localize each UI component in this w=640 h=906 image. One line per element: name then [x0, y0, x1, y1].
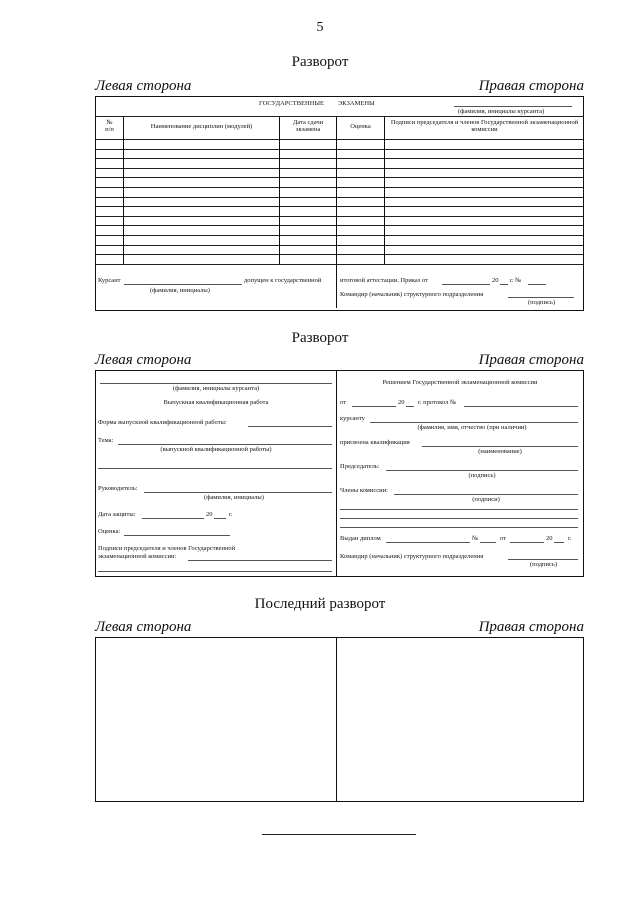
defense-year-suffix: г.	[229, 511, 233, 518]
table-row	[96, 225, 583, 226]
decision-cadet-label: курсанту	[340, 415, 365, 422]
section2-side-labels	[0, 352, 640, 370]
table-row	[96, 158, 583, 159]
commander-signature-caption-2: (подпись)	[530, 561, 557, 568]
qualification-caption: (наименование)	[478, 448, 522, 455]
exams-title-left: ГОСУДАРСТВЕННЫЕ	[259, 100, 325, 107]
table-row	[96, 149, 583, 150]
cadet-label: Курсант	[98, 277, 121, 284]
decision-title: Решением Государственной экзаменационной комиссии	[382, 379, 538, 386]
section2-right-side-label: Правая сторона	[478, 352, 584, 368]
table-row	[96, 264, 583, 265]
col-number-header: № п/п	[105, 119, 114, 133]
grade-label: Оценка:	[98, 528, 121, 535]
col-grade-header: Оценка	[350, 123, 371, 130]
decision-year: 20	[398, 399, 405, 406]
page-number: 5	[316, 20, 324, 35]
table-row	[96, 206, 583, 207]
admitted-text: допущен к государственной	[244, 277, 322, 284]
section1-left-side-label: Левая сторона	[95, 78, 192, 94]
end-line	[262, 834, 416, 835]
supervisor-caption: (фамилия, инициалы)	[204, 494, 264, 501]
work-form-label: Форма выпускной квалификационной работы:	[98, 419, 227, 426]
members-label: Члены комиссии:	[340, 487, 388, 494]
section1-right-side-label: Правая сторона	[478, 78, 584, 94]
diploma-number-label: №	[472, 535, 479, 542]
section3-side-labels	[0, 619, 640, 637]
section2-left-side-label: Левая сторона	[95, 352, 192, 368]
decision-protocol-label: г. протокол №	[418, 399, 457, 406]
table-row	[96, 177, 583, 178]
cadet-name-caption: (фамилия, инициалы курсанта)	[458, 108, 545, 115]
table-row	[96, 245, 583, 246]
table-row	[96, 168, 583, 169]
members-caption: (подписи)	[472, 496, 500, 503]
supervisor-label: Руководитель:	[98, 485, 138, 492]
decision-from-label: от	[340, 399, 347, 406]
table-row	[96, 197, 583, 198]
table-row	[96, 216, 583, 217]
section3-heading: Последний разворот	[254, 596, 386, 612]
commander-text-2: Командир (начальник) структурного подразделения	[340, 553, 484, 560]
col-discipline-header: Наименование дисциплин (модулей)	[150, 123, 253, 130]
decision-cadet-caption: (фамилия, имя, отчество (при наличии)	[417, 424, 527, 431]
commander-text: Командир (начальник) структурного подразделения	[340, 291, 484, 298]
chairman-label: Председатель:	[340, 463, 380, 470]
exams-title-right: ЭКЗАМЕНЫ	[338, 100, 375, 107]
section1-side-labels	[0, 78, 640, 96]
col-date-header: Дата сдачи экзамена	[292, 119, 324, 133]
left-name-caption: (фамилия, инициалы курсанта)	[172, 385, 260, 392]
last-spread-divider	[336, 638, 337, 801]
theme-caption: (выпускной квалификационной работы)	[160, 446, 272, 453]
diploma-year-suffix: г.	[568, 535, 572, 542]
last-spread-frame	[95, 637, 584, 802]
section1-heading: Разворот	[291, 54, 349, 70]
qualification-work-title: Выпускная квалификационная работа	[163, 399, 269, 406]
diploma-from-label: от	[500, 535, 507, 542]
qualification-spread-frame	[95, 370, 584, 577]
section3-left-side-label: Левая сторона	[95, 619, 192, 635]
order-year: 20	[492, 277, 499, 284]
table-row	[96, 187, 583, 188]
defense-date-label: Дата защиты:	[98, 511, 136, 518]
defense-year: 20	[206, 511, 213, 518]
section3-right-side-label: Правая сторона	[478, 619, 584, 635]
certification-text: итоговой аттестации. Приказ от	[340, 277, 429, 284]
theme-label: Тема:	[98, 437, 114, 444]
table-row	[96, 139, 583, 140]
col-signatures-header: Подписи председателя и членов Государственной экзаменационной комиссии	[390, 119, 579, 133]
chairman-caption: (подпись)	[468, 472, 496, 479]
cadet-name-caption-footer: (фамилия, инициалы)	[150, 287, 210, 294]
diploma-label: Выдан диплом	[340, 535, 381, 542]
diploma-year: 20	[546, 535, 553, 542]
signatures-label-2: экзаменационной комиссии:	[98, 553, 177, 560]
signatures-label-1: Подписи председателя и членов Государственной	[98, 545, 236, 552]
section2-heading: Разворот	[291, 330, 349, 346]
exam-spread-frame	[95, 96, 584, 311]
commander-signature-caption: (подпись)	[528, 299, 555, 306]
qualification-label: присвоена квалификация	[340, 439, 410, 446]
table-row	[96, 235, 583, 236]
table-row	[96, 254, 583, 255]
order-number-label: г. №	[510, 277, 522, 284]
